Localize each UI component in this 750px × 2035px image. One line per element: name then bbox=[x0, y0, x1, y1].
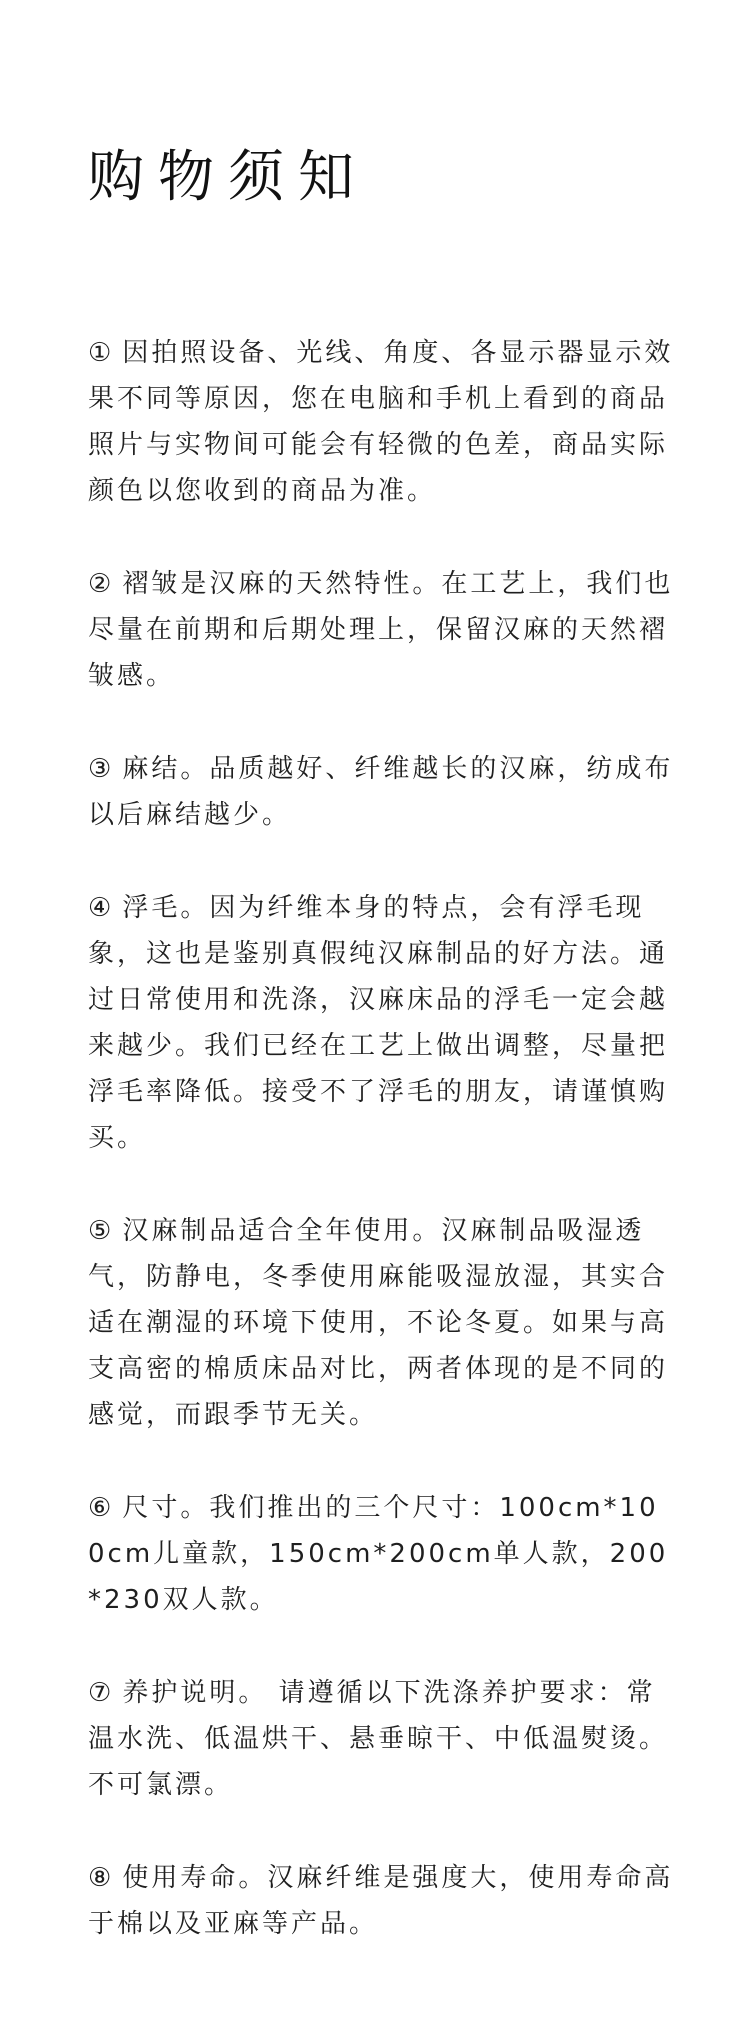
notice-text: 因拍照设备、光线、角度、各显示器显示效果不同等原因，您在电脑和手机上看到的商品照片与实物间可能会有轻微的色差，商品实际颜色以您收到的商品为准。 bbox=[88, 338, 674, 506]
notice-number: ① bbox=[88, 338, 115, 368]
notice-item-6 bbox=[88, 1485, 678, 1623]
notice-text: 褶皱是汉麻的天然特性。在工艺上，我们也尽量在前期和后期处理上，保留汉麻的天然褶皱感。 bbox=[88, 569, 674, 691]
notice-number: ④ bbox=[88, 893, 115, 923]
notice-text: 使用寿命。汉麻纤维是强度大，使用寿命高于棉以及亚麻等产品。 bbox=[88, 1863, 674, 1939]
notice-number: ③ bbox=[88, 754, 115, 784]
notice-list bbox=[88, 330, 678, 1994]
notice-text: 浮毛。因为纤维本身的特点，会有浮毛现象，这也是鉴别真假纯汉麻制品的好方法。通过日常使用和洗涤，汉麻床品的浮毛一定会越来越少。我们已经在工艺上做出调整，尽量把浮毛率降低。接受不了浮毛的朋友，请谨慎购买。 bbox=[88, 893, 669, 1153]
notice-text: 养护说明。 请遵循以下洗涤养护要求：常温水洗、低温烘干、悬垂晾干、中低温熨烫。不可氯漂。 bbox=[88, 1678, 669, 1800]
notice-number: ② bbox=[88, 569, 115, 599]
notice-number: ⑦ bbox=[88, 1678, 115, 1708]
notice-text: 麻结。品质越好、纤维越长的汉麻，纺成布以后麻结越少。 bbox=[88, 754, 674, 830]
notice-item-5 bbox=[88, 1208, 678, 1438]
notice-item-8 bbox=[88, 1855, 678, 1947]
notice-item-2 bbox=[88, 561, 678, 699]
notice-number: ⑥ bbox=[88, 1493, 115, 1523]
page-title: 购物须知 bbox=[88, 145, 368, 210]
notice-item-3 bbox=[88, 746, 678, 838]
notice-number: ⑤ bbox=[88, 1216, 115, 1246]
notice-text: 汉麻制品适合全年使用。汉麻制品吸湿透气，防静电，冬季使用麻能吸湿放湿，其实合适在潮湿的环境下使用，不论冬夏。如果与高支高密的棉质床品对比，两者体现的是不同的感觉，而跟季节无关。 bbox=[88, 1216, 669, 1430]
notice-item-4 bbox=[88, 885, 678, 1161]
notice-item-1 bbox=[88, 330, 678, 514]
notice-item-7 bbox=[88, 1670, 678, 1808]
notice-number: ⑧ bbox=[88, 1863, 115, 1893]
notice-text: 尺寸。我们推出的三个尺寸：100cm*100cm儿童款，150cm*200cm单人款，200*230双人款。 bbox=[88, 1493, 669, 1615]
